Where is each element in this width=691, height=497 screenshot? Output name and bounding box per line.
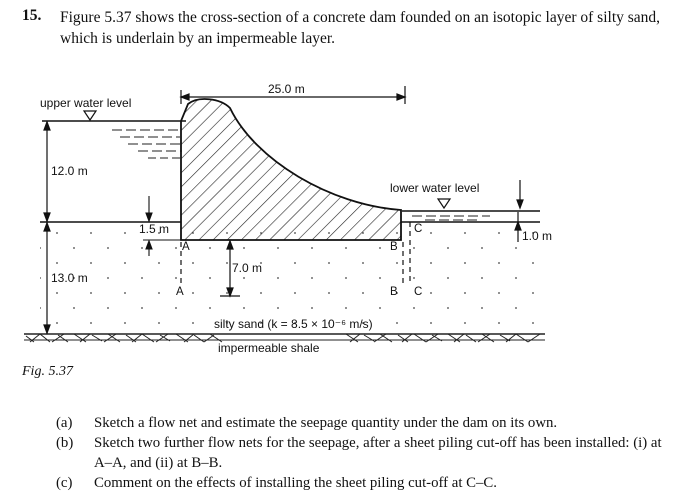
upper-depth-label: 12.0 m xyxy=(51,164,88,178)
width-label: 25.0 m xyxy=(268,82,305,96)
part-c-text: Comment on the effects of installing the sheet piling cut-off at C–C. xyxy=(94,475,498,491)
cutoff-a-bottom-label: A xyxy=(176,286,184,298)
cutoff-b-top-label: B xyxy=(390,241,398,253)
dam-body xyxy=(181,99,401,240)
part-a-label: (a) xyxy=(56,415,73,431)
lower-water-arrow xyxy=(517,180,523,208)
cutoff-a-top-label: A xyxy=(182,241,190,253)
part-b-label: (b) xyxy=(56,435,74,451)
cutoff-c-bottom-label: C xyxy=(414,286,423,298)
part-a-text: Sketch a flow net and estimate the seepage quantity under the dam on its own. xyxy=(94,415,558,431)
lower-water-dashes xyxy=(412,216,490,220)
cutoff-c-top-label: C xyxy=(414,223,423,235)
tail-depth-label: 1.0 m xyxy=(522,229,553,243)
cutoff-b-bottom-label: B xyxy=(390,286,398,298)
upper-water-dashes xyxy=(112,130,182,158)
part-b-text: Sketch two further flow nets for the seepage, after a sheet piling cut-off has been installed: (i) at A–A, and (ii) at B–B. xyxy=(94,435,662,471)
base-label: impermeable shale xyxy=(218,341,320,355)
question-text: Figure 5.37 shows the cross-section of a concrete dam founded on an isotopic layer of silty sand, which is underlain by an impermeable layer. xyxy=(60,9,661,47)
layer-depth-label: 13.0 m xyxy=(51,271,88,285)
pile-label: 7.0 m xyxy=(232,261,263,275)
part-c-label: (c) xyxy=(56,475,73,491)
figure-caption: Fig. 5.37 xyxy=(22,364,73,379)
embed-label: 1.5 m xyxy=(139,222,170,236)
lower-water-label: lower water level xyxy=(390,181,480,195)
lower-water-triangle xyxy=(438,199,450,208)
question-number: 15. xyxy=(22,7,42,24)
upper-water-label: upper water level xyxy=(40,96,132,110)
upper-water-triangle xyxy=(84,111,96,120)
soil-label: silty sand (k = 8.5 × 10⁻⁶ m/s) xyxy=(214,317,373,331)
